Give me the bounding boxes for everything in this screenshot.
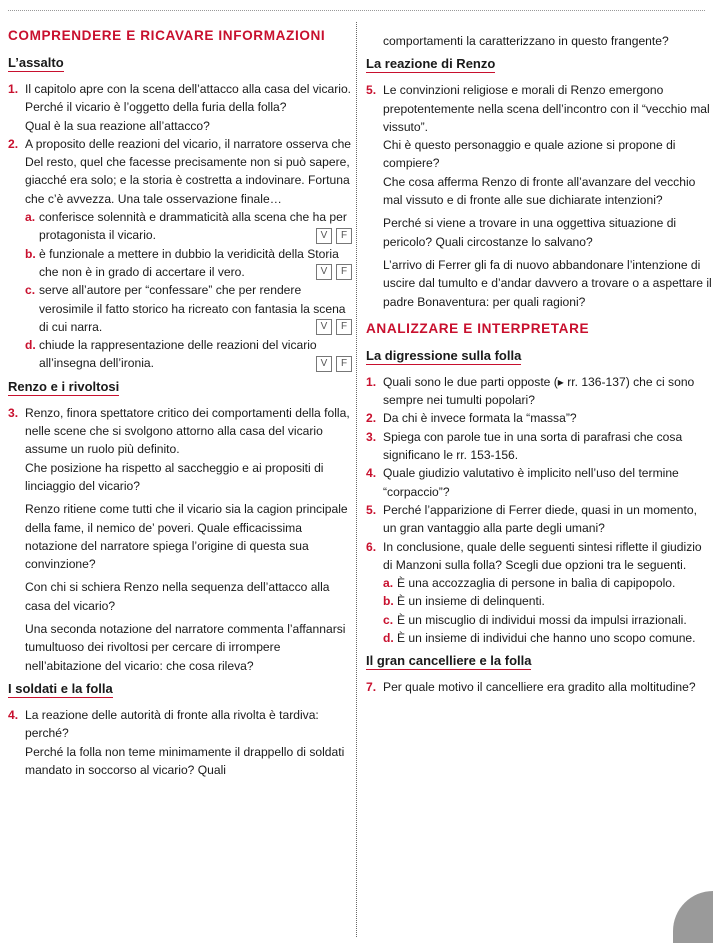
question-5-renzo: [366, 81, 713, 311]
question-text: Che posizione ha rispetto al saccheggio e ai propositi di linciaggio del vicario?: [25, 460, 324, 493]
question-number: 4.: [8, 707, 19, 722]
option-6d: [383, 629, 713, 647]
false-checkbox[interactable]: F: [336, 319, 352, 335]
question-text: Da chi è invece formata la “massa”?: [383, 411, 577, 426]
digressione-question-3: [366, 428, 713, 465]
option-2b: [25, 245, 352, 282]
question-text: Renzo ritiene come tutti che il vicario sia la cagion principale della fame, il nemico de’ poveri. Quale efficacissima notazione del narratore spiega l’origine di questa sua convinzione?: [25, 502, 348, 572]
option-letter: c.: [383, 612, 394, 627]
true-false-boxes: [316, 319, 352, 335]
option-letter: a.: [25, 210, 36, 225]
question-text: Spiega con parole tue in una sorta di parafrasi che cosa significano le rr. 153-156.: [383, 429, 683, 463]
digressione-question-4: [366, 464, 713, 501]
top-dotted-rule: [8, 10, 705, 11]
question-text: Chi è questo personaggio e quale azione si propone di compiere?: [383, 138, 676, 171]
subsection-title-digressione: La digressione sulla folla: [366, 347, 522, 363]
question-text: Perché l’apparizione di Ferrer diede, quasi in un momento, un gran vantaggio alla parte degli umani?: [383, 502, 697, 536]
digressione-question-6: [366, 538, 713, 575]
true-false-boxes: [316, 264, 352, 280]
question-7: [366, 678, 713, 696]
question-text: Le convinzioni religiose e morali di Renzo emergono prepotentemente nella scena dell’incontro con il “vecchio mal vissuto”.: [383, 83, 710, 134]
question-text: Perché il vicario è l’oggetto della furia della folla?: [25, 100, 287, 115]
question-2: [8, 135, 352, 208]
true-checkbox[interactable]: V: [316, 264, 332, 280]
true-checkbox[interactable]: V: [316, 228, 332, 244]
option-text: è funzionale a mettere in dubbio la veridicità della Storia che non è in grado di accertare il vero.: [39, 246, 339, 279]
question-number: 5.: [366, 83, 377, 98]
true-false-boxes: [316, 356, 352, 372]
option-6c: [383, 611, 713, 629]
option-text: È un insieme di individui che hanno uno scopo comune.: [397, 631, 696, 646]
page-corner-tab: [673, 891, 713, 943]
question-number: 6.: [366, 539, 377, 554]
option-letter: a.: [383, 576, 394, 591]
option-letter: b.: [383, 594, 394, 609]
true-checkbox[interactable]: V: [316, 319, 332, 335]
question-text: Perché si viene a trovare in una oggettiva situazione di pericolo? Quali circostanze lo salvano?: [383, 216, 677, 249]
question-text: Che cosa afferma Renzo di fronte all’avanzare del vecchio mal vissuto e di fronte alle sue dichiarate intenzioni?: [383, 174, 696, 208]
question-text: La reazione delle autorità di fronte alla rivolta è tardiva: perché?: [25, 707, 319, 741]
option-letter: d.: [25, 338, 36, 353]
digressione-question-1: [366, 373, 713, 410]
question-number: 4.: [366, 466, 377, 481]
left-column: [8, 28, 352, 779]
option-2c: [25, 281, 352, 336]
option-text: conferisce solennità e drammaticità alla scena che ha per protagonista il vicario.: [39, 210, 347, 243]
subsection-title-cancelliere: Il gran cancelliere e la folla: [366, 653, 532, 669]
true-false-boxes: [316, 228, 352, 244]
question-text: Con chi si schiera Renzo nella sequenza dell’attacco alla casa del vicario?: [25, 580, 330, 613]
question-number: 2.: [8, 136, 19, 151]
question-number: 7.: [366, 680, 377, 695]
question-text: In conclusione, quale delle seguenti sintesi riflette il giudizio di Manzoni sulla folla? Scegli due opzioni tra le seguenti.: [383, 539, 702, 572]
question-text: Per quale motivo il cancelliere era gradito alla moltitudine?: [383, 680, 696, 695]
option-text: serve all’autore per “confessare” che per rendere verosimile il fatto storico ha ricreato con fantasia la scena di cui narra.: [39, 283, 346, 334]
right-column: [366, 32, 713, 697]
question-text: A proposito delle reazioni del vicario, il narratore osserva che Del resto, quel che facesse precisamente non si può sapere, giacché era solo; e la storia è costretta a indovinare. Fortuna che c’è avvezza. Una tale osservazione finale…: [25, 136, 352, 206]
question-3: [8, 404, 352, 675]
continuation-text: comportamenti la caratterizzano in questo frangente?: [383, 34, 669, 48]
question-text: L’arrivo di Ferrer gli fa di nuovo abbandonare l’intenzione di uscire dal tumulto e d’andar davvero a trovare o a aspettare il padre Bonaventura: per quali ragioni?: [383, 257, 712, 309]
question-number: 2.: [366, 411, 377, 426]
question-number: 1.: [8, 82, 19, 96]
false-checkbox[interactable]: F: [336, 264, 352, 280]
option-6b: [383, 592, 713, 610]
question-number: 3.: [366, 429, 377, 444]
digressione-question-2: [366, 409, 713, 427]
option-letter: d.: [383, 631, 394, 646]
option-text: chiude la rappresentazione delle reazioni del vicario all’insegna dell’ironia.: [39, 338, 317, 371]
option-text: È un insieme di delinquenti.: [397, 594, 545, 609]
question-text: Qual è la sua reazione all’attacco?: [25, 118, 210, 133]
question-4: [8, 706, 352, 779]
true-checkbox[interactable]: V: [316, 356, 332, 372]
section-title-comprendere: COMPRENDERE E RICAVARE INFORMAZIONI: [8, 28, 326, 43]
option-6a: [383, 574, 713, 592]
question-text: Renzo, finora spettatore critico dei comportamenti della folla, nelle scene che si svolgono attorno alla casa del vicario assume un ruolo più definito.: [25, 405, 350, 457]
option-letter: c.: [25, 283, 36, 298]
question-text: Quale giudizio valutativo è implicito nell’uso del termine “corpaccio”?: [383, 466, 679, 499]
option-text: È un miscuglio di individui mossi da impulsi irrazionali.: [397, 612, 687, 627]
question-number: 5.: [366, 502, 377, 517]
question-1: [8, 80, 352, 135]
subsection-title-reazione-renzo: La reazione di Renzo: [366, 56, 496, 72]
false-checkbox[interactable]: F: [336, 356, 352, 372]
question-text: Perché la folla non teme minimamente il drappello di soldati mandato in soccorso al vicario? Quali: [25, 744, 345, 777]
subsection-title-soldati-folla: I soldati e la folla: [8, 680, 113, 696]
question-text: Una seconda notazione del narratore commenta l’affannarsi tumultuoso dei rivoltosi per cercare di irrompere nell’abitazione del vicario: che cosa rileva?: [25, 622, 346, 673]
question-text: Quali sono le due parti opposte (▸ rr. 136-137) che ci sono sempre nei tumulti popolari?: [383, 374, 695, 408]
digressione-question-5: [366, 501, 713, 538]
subsection-title-assalto: L’assalto: [8, 55, 64, 70]
option-2d: [25, 336, 352, 373]
option-2a: [25, 208, 352, 245]
question-text: Il capitolo apre con la scena dell’attacco alla casa del vicario.: [25, 82, 352, 96]
column-divider: [356, 22, 357, 937]
option-text: È una accozzaglia di persone in balìa di capipopolo.: [397, 576, 676, 591]
question-number: 3.: [8, 405, 19, 420]
question-number: 1.: [366, 374, 377, 389]
section-title-analizzare: ANALIZZARE E INTERPRETARE: [366, 320, 590, 336]
option-letter: b.: [25, 246, 36, 261]
false-checkbox[interactable]: F: [336, 228, 352, 244]
subsection-title-renzo-rivoltosi: Renzo e i rivoltosi: [8, 378, 120, 394]
